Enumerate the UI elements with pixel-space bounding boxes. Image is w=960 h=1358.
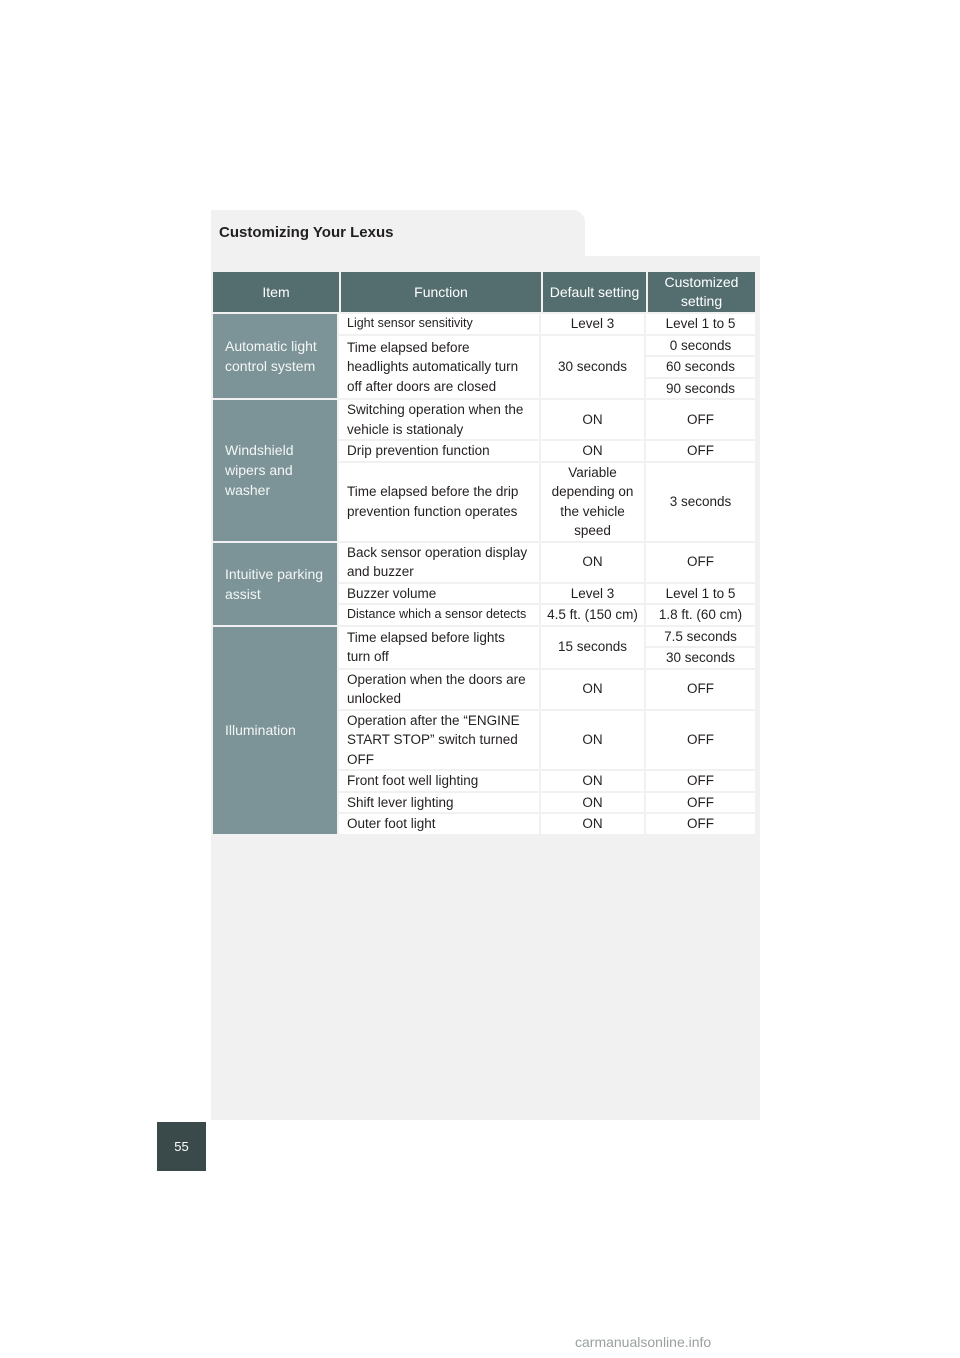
function-cell: Time elapsed before headlights automatically turn off after doors are closed (339, 336, 541, 401)
customized-cell: 3 seconds (646, 463, 755, 543)
customized-cell: 90 seconds (646, 379, 755, 401)
default-cell: ON (541, 814, 646, 836)
default-cell: ON (541, 711, 646, 772)
customized-cell: OFF (646, 793, 755, 815)
page-title: Customizing Your Lexus (219, 224, 394, 241)
customized-cell: OFF (646, 400, 755, 441)
function-cell: Time elapsed before the drip prevention function operates (339, 463, 541, 543)
default-cell: Level 3 (541, 314, 646, 336)
function-cell: Light sensor sensitivity (339, 314, 541, 336)
function-cell: Distance which a sensor detects (339, 605, 541, 627)
function-cell: Back sensor operation display and buzzer (339, 543, 541, 584)
customized-cell: 7.5 seconds (646, 627, 755, 649)
item-illumination: Illumination (213, 627, 339, 836)
customized-cell: OFF (646, 814, 755, 836)
function-cell: Shift lever lighting (339, 793, 541, 815)
table-row (213, 314, 755, 336)
table-row (213, 400, 755, 441)
table-row (213, 627, 755, 649)
default-cell: ON (541, 400, 646, 441)
function-cell: Time elapsed before lights turn off (339, 627, 541, 670)
customized-cell: OFF (646, 543, 755, 584)
function-cell: Front foot well lighting (339, 771, 541, 793)
column-header-function: Function (339, 272, 541, 314)
item-parking-assist: Intuitive parking assist (213, 543, 339, 627)
function-cell: Buzzer volume (339, 584, 541, 606)
column-header-item: Item (213, 272, 339, 314)
default-cell: 30 seconds (541, 336, 646, 401)
customized-cell: 0 seconds (646, 336, 755, 358)
function-cell: Outer foot light (339, 814, 541, 836)
customized-cell: 1.8 ft. (60 cm) (646, 605, 755, 627)
table-row (213, 543, 755, 584)
table-header-row (213, 272, 755, 314)
default-cell: ON (541, 441, 646, 463)
column-header-default: Default setting (541, 272, 646, 314)
default-cell: ON (541, 670, 646, 711)
default-cell: Variable depending on the vehicle speed (541, 463, 646, 543)
function-cell: Switching operation when the vehicle is stationaly (339, 400, 541, 441)
customized-cell: OFF (646, 441, 755, 463)
function-cell: Operation when the doors are unlocked (339, 670, 541, 711)
function-cell: Drip prevention function (339, 441, 541, 463)
watermark: carmanualsonline.info (575, 1334, 712, 1350)
customized-cell: Level 1 to 5 (646, 584, 755, 606)
default-cell: ON (541, 771, 646, 793)
customization-table (213, 272, 755, 836)
default-cell: 4.5 ft. (150 cm) (541, 605, 646, 627)
customized-cell: OFF (646, 670, 755, 711)
default-cell: Level 3 (541, 584, 646, 606)
customized-cell: OFF (646, 711, 755, 772)
default-cell: ON (541, 543, 646, 584)
page-number: 55 (157, 1122, 206, 1171)
item-windshield-wipers: Windshield wipers and washer (213, 400, 339, 543)
customized-cell: 60 seconds (646, 357, 755, 379)
function-cell: Operation after the “ENGINE START STOP” switch turned OFF (339, 711, 541, 772)
default-cell: ON (541, 793, 646, 815)
default-cell: 15 seconds (541, 627, 646, 670)
customized-cell: 30 seconds (646, 648, 755, 670)
column-header-customized: Customized setting (646, 272, 755, 314)
item-automatic-light: Automatic light control system (213, 314, 339, 400)
customized-cell: Level 1 to 5 (646, 314, 755, 336)
customized-cell: OFF (646, 771, 755, 793)
